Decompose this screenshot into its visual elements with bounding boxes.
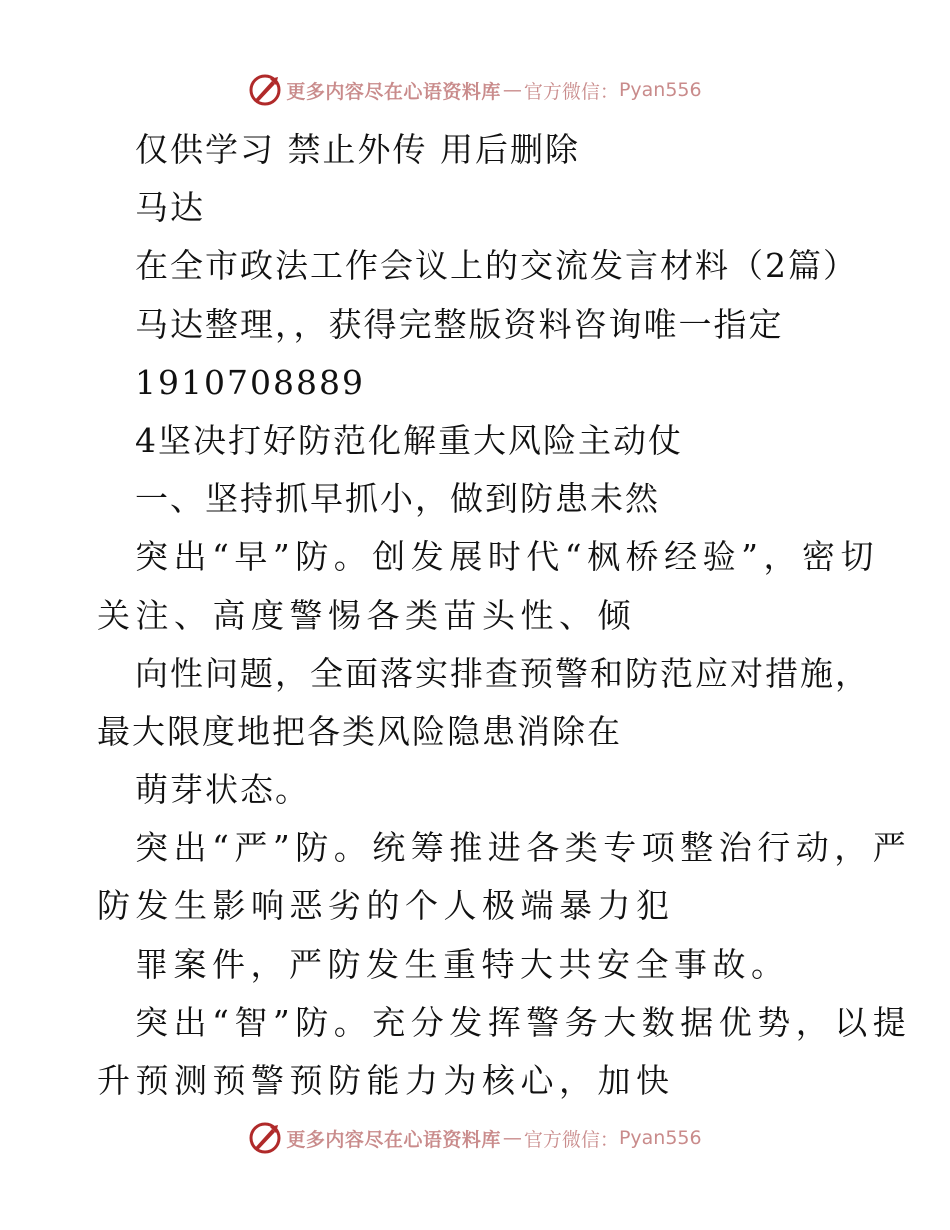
banner-wechat-id: Pyan556	[618, 79, 702, 101]
banner-official-label: 官方微信：	[523, 1128, 619, 1151]
doc-line-para-1d: 最大限度地把各类风险隐患消除在	[97, 711, 622, 751]
doc-line-para-2c: 罪案件，严防发生重特大共安全事故。	[135, 944, 790, 984]
quill-pen-logo-icon	[248, 1121, 282, 1155]
banner-title: 更多内容尽在心语资料库	[286, 1128, 501, 1151]
doc-line-section-1: 一、坚持抓早抓小，做到防患未然	[135, 479, 660, 519]
header-banner	[0, 70, 950, 110]
doc-line-para-1b: 关注、高度警惕各类苗头性、倾	[97, 595, 636, 635]
banner-title: 更多内容尽在心语资料库	[286, 80, 501, 103]
document-body	[0, 121, 950, 1110]
doc-line-para-1e: 萌芽状态。	[135, 770, 310, 810]
banner-official-label: 官方微信：	[523, 80, 619, 103]
footer-banner	[0, 1118, 950, 1158]
doc-line-para-3b: 升预测预警预防能力为核心，加快	[97, 1061, 675, 1100]
doc-line-para-1c: 向性问题，全面落实排查预警和防范应对措施，	[135, 653, 870, 693]
banner-separator: —	[502, 1127, 522, 1149]
quill-pen-logo-icon	[248, 73, 282, 107]
doc-line-para-1a: 突出“早”防。创发展时代“枫桥经验”，密切	[135, 537, 879, 577]
doc-line-author: 马达	[135, 188, 205, 228]
doc-line-heading: 4坚决打好防范化解重大风险主动仗	[135, 420, 683, 460]
banner-wechat-id: Pyan556	[618, 1127, 702, 1149]
doc-line-para-3a: 突出“智”防。充分发挥警务大数据优势，以提	[135, 1002, 912, 1042]
doc-line-contact: 马达整理，，获得完整版资料咨询唯一指定	[135, 304, 784, 344]
doc-line-notice: 仅供学习 禁止外传 用后删除	[135, 130, 580, 169]
doc-line-para-2a: 突出“严”防。统筹推进各类专项整治行动，严	[135, 828, 912, 868]
banner-separator: —	[502, 79, 522, 101]
doc-line-phone: 1910708889	[135, 362, 365, 402]
doc-line-title: 在全市政法工作会议上的交流发言材料（2篇）	[135, 246, 858, 286]
doc-line-para-2b: 防发生影响恶劣的个人极端暴力犯	[97, 886, 675, 926]
